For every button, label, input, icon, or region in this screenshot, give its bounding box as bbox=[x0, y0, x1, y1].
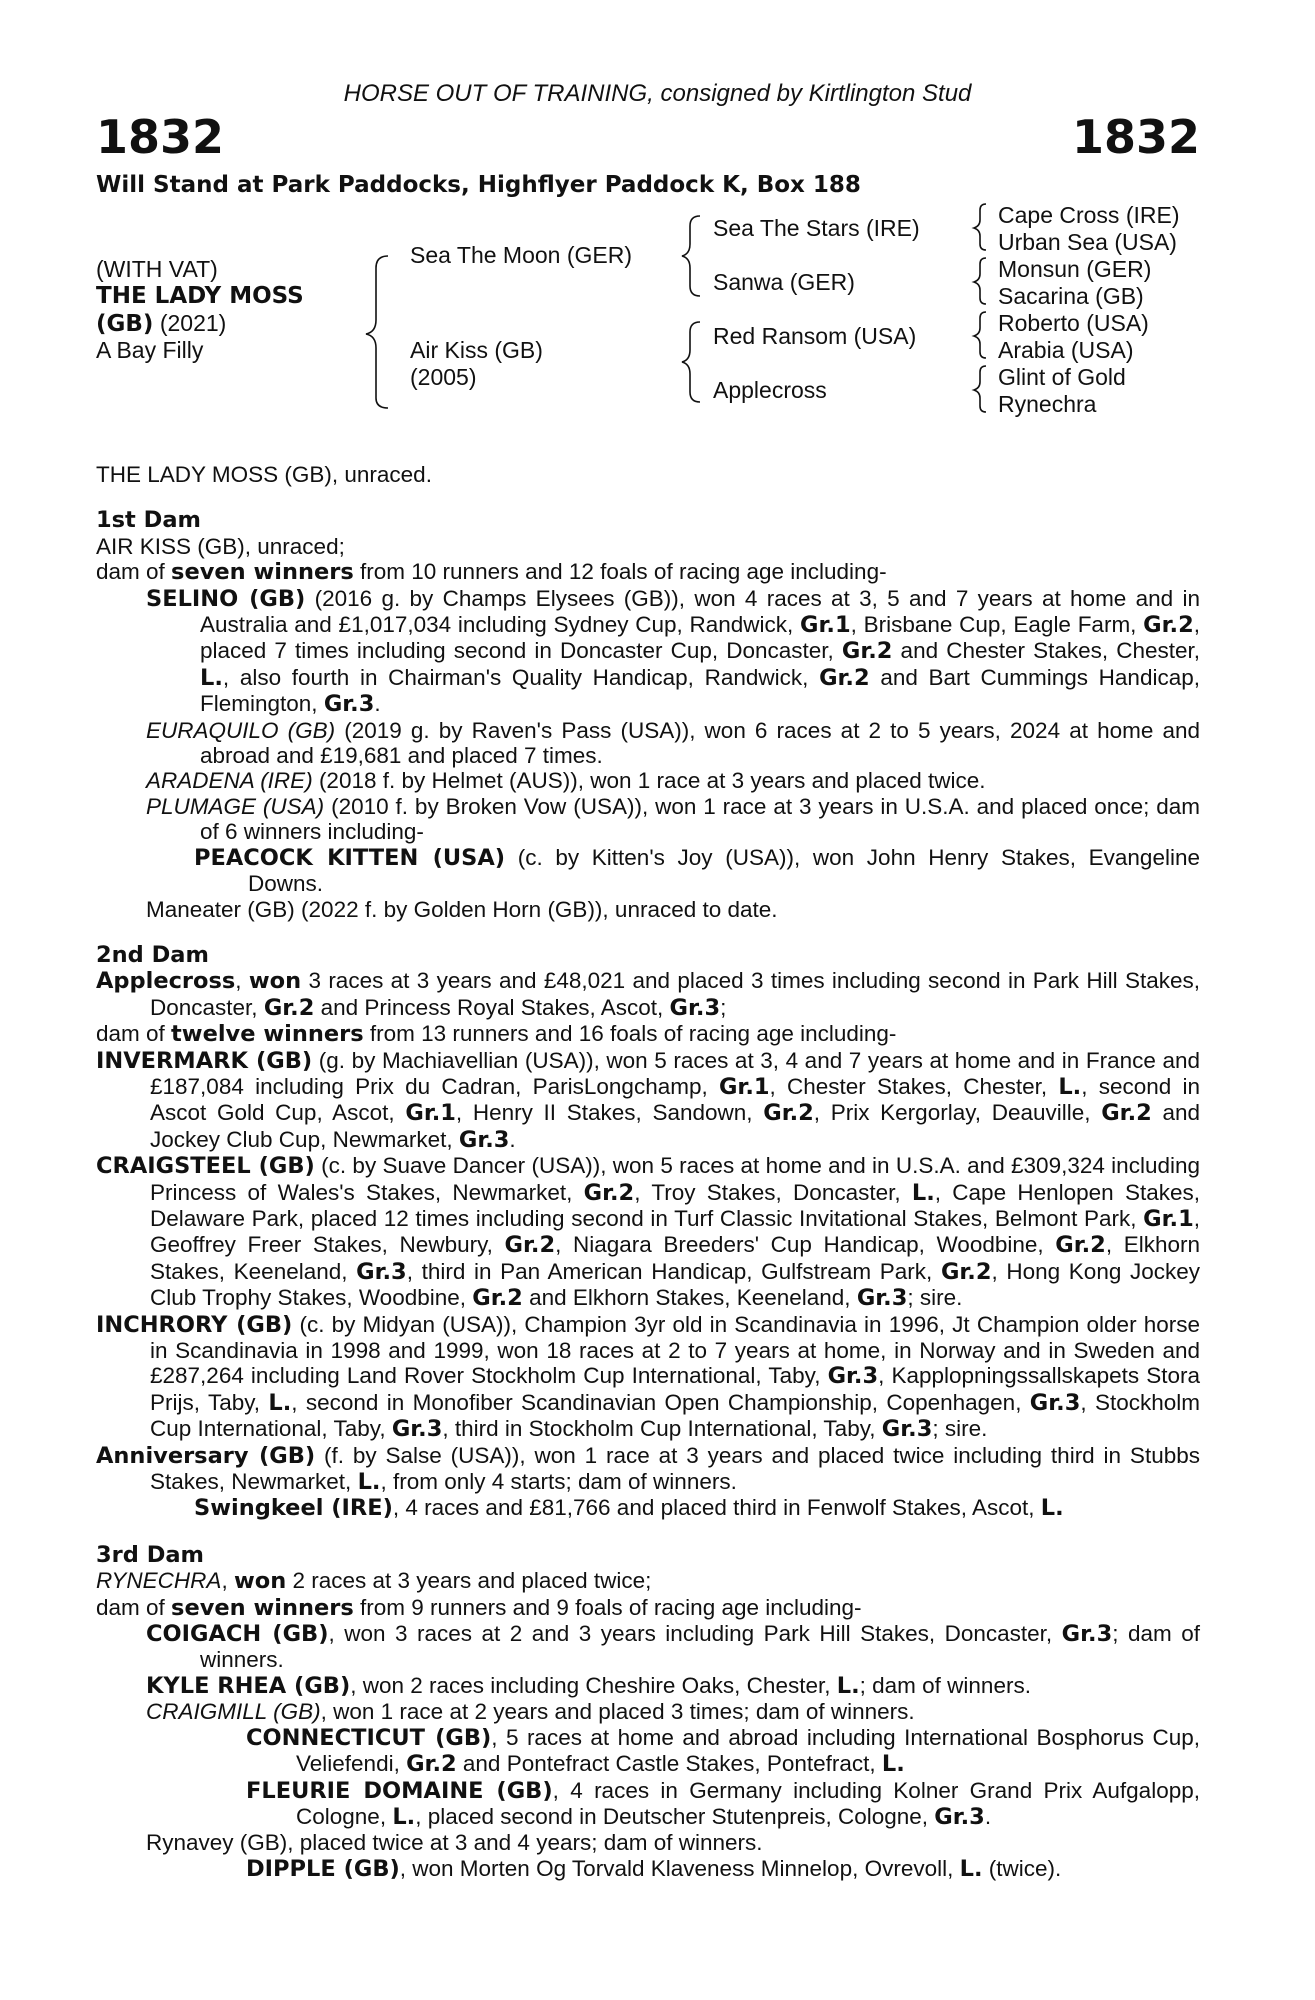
grandsire-3: Roberto (USA) bbox=[998, 310, 1149, 336]
air-kiss-line: AIR KISS (GB), unraced; bbox=[96, 533, 345, 559]
horse-origin: (GB) bbox=[96, 311, 154, 337]
dam-sire: Red Ransom (USA) bbox=[713, 323, 917, 349]
entry-kyle-rhea: KYLE RHEA (GB), won 2 races including Cheshire Oaks, Chester, L.; dam of winners. bbox=[146, 1672, 1031, 1699]
entry-craigmill: CRAIGMILL (GB), won 1 race at 2 years and placed 3 times; dam of winners. bbox=[146, 1699, 915, 1725]
granddam-2: Sacarina (GB) bbox=[998, 283, 1144, 309]
sire: Sea The Moon (GER) bbox=[410, 242, 633, 268]
entry-rynavey: Rynavey (GB), placed twice at 3 and 4 years; dam of winners. bbox=[146, 1830, 763, 1856]
rynechra-produce-line: dam of seven winners from 9 runners and 9 foals of racing age including- bbox=[96, 1594, 862, 1621]
intro-line: THE LADY MOSS (GB), unraced. bbox=[96, 462, 432, 487]
horse-year: (2021) bbox=[159, 310, 227, 336]
entry-selino: SELINO (GB) (2016 g. by Champs Elysees (GB)), won 4 races at 3, 5 and 7 years at home and in Australia and £1,017,034 including Sydney Cup, Randwick, Gr.1, Brisbane Cup, Eagle Farm, Gr.2, placed 7 times including second in Doncaster Cup, Doncaster, Gr.2 and Chester Stakes, Chester, L., also fourth in Chairman's Quality Handicap, Randwick, Gr.2 and Bart Cummings Handicap, Flemington, Gr.3. bbox=[146, 585, 1200, 718]
lot-number-left: 1832 bbox=[96, 110, 225, 164]
horse-sex: A Bay Filly bbox=[96, 337, 204, 363]
entry-plumage: PLUMAGE (USA) (2010 f. by Broken Vow (USA)), won 1 race at 3 years in U.S.A. and placed once; dam of 6 winners including- bbox=[146, 793, 1201, 845]
brace-dam-line bbox=[682, 322, 700, 402]
entry-inchrory: INCHRORY (GB) (c. by Midyan (USA)), Champion 3yr old in Scandinavia in 1996, Jt Champion older horse in Scandinavia in 1998 and 1999, won 18 races at 2 to 7 years at home, in Norway and in Sweden and £287,264 including Land Rover Stockholm Cup International, Taby, Gr.3, Kapplopningssallskapets Stora Prijs, Taby, L., second in Monofiber Scandinavian Open Championship, Copenhagen, Gr.3, Stockholm Cup International, Taby, Gr.3, third in Stockholm Cup International, Taby, Gr.3; sire. bbox=[96, 1311, 1200, 1443]
third-dam-heading: 3rd Dam bbox=[96, 1541, 204, 1568]
entry-dipple: DIPPLE (GB), won Morten Og Torvald Klaveness Minnelop, Ovrevoll, L. (twice). bbox=[246, 1855, 1062, 1882]
brace-g1 bbox=[974, 204, 986, 250]
entry-invermark: INVERMARK (GB) (g. by Machiavellian (USA)), won 5 races at 3, 4 and 7 years at home and in France and £187,084 including Prix du Cadran, ParisLongchamp, Gr.1, Chester Stakes, Chester, L., second in Ascot Gold Cup, Ascot, Gr.1, Henry II Stakes, Sandown, Gr.2, Prix Kergorlay, Deauville, Gr.2 and Jockey Club Cup, Newmarket, Gr.3. bbox=[96, 1047, 1201, 1153]
granddam-1: Urban Sea (USA) bbox=[998, 229, 1177, 255]
lot-number-right: 1832 bbox=[1071, 110, 1200, 164]
entry-maneater: Maneater (GB) (2022 f. by Golden Horn (GB)), unraced to date. bbox=[146, 896, 778, 922]
entry-rynechra: RYNECHRA, won 2 races at 3 years and placed twice; bbox=[96, 1568, 652, 1595]
entry-euraquilo: EURAQUILO (GB) (2019 g. by Raven's Pass (USA)), won 6 races at 2 to 5 years, 2024 at home and abroad and £19,681 and placed 7 times. bbox=[146, 717, 1200, 769]
entry-applecross: Applecross, won 3 races at 3 years and £48,021 and placed 3 times including second in Park Hill Stakes, Doncaster, Gr.2 and Princess Royal Stakes, Ascot, Gr.3; bbox=[96, 968, 1200, 1021]
dam-year: (2005) bbox=[410, 364, 477, 390]
vat-note: (WITH VAT) bbox=[96, 256, 218, 282]
sire-dam: Sanwa (GER) bbox=[713, 269, 855, 295]
sire-sire: Sea The Stars (IRE) bbox=[713, 215, 920, 241]
entry-anniversary: Anniversary (GB) (f. by Salse (USA)), won 1 race at 3 years and placed twice including third in Stubbs Stakes, Newmarket, L., from only 4 starts; dam of winners. bbox=[96, 1442, 1200, 1496]
brace-sire-line bbox=[682, 216, 700, 296]
entry-fleurie-domaine: FLEURIE DOMAINE (GB), 4 races in Germany including Kolner Grand Prix Aufgalopp, Cologne, L., placed second in Deutscher Stutenpreis, Cologne, Gr.3. bbox=[246, 1777, 1200, 1830]
entry-swingkeel: Swingkeel (IRE), 4 races and £81,766 and placed third in Fenwolf Stakes, Ascot, L. bbox=[194, 1495, 1064, 1522]
granddam-3: Arabia (USA) bbox=[998, 337, 1134, 363]
granddam-4: Rynechra bbox=[998, 391, 1097, 417]
entry-aradena: ARADENA (IRE) (2018 f. by Helmet (AUS)), won 1 race at 3 years and placed twice. bbox=[146, 768, 986, 794]
entry-peacock-kitten: PEACOCK KITTEN (USA) (c. by Kitten's Joy (USA)), won John Henry Stakes, Evangeline Downs. bbox=[194, 844, 1200, 897]
grandsire-4: Glint of Gold bbox=[998, 364, 1126, 390]
entry-coigach: COIGACH (GB), won 3 races at 2 and 3 years including Park Hill Stakes, Doncaster, Gr.3; dam of winners. bbox=[146, 1621, 1200, 1673]
grandsire-2: Monsun (GER) bbox=[998, 256, 1152, 282]
consignment-line: HORSE OUT OF TRAINING, consigned by Kirtlington Stud bbox=[343, 80, 972, 107]
catalogue-body bbox=[96, 462, 1200, 1882]
applecross-produce-line: dam of twelve winners from 13 runners and 16 foals of racing age including- bbox=[96, 1021, 897, 1048]
brace-g4 bbox=[974, 366, 986, 412]
first-dam-heading: 1st Dam bbox=[96, 507, 201, 534]
dam: Air Kiss (GB) bbox=[410, 337, 543, 363]
grandsire-1: Cape Cross (IRE) bbox=[998, 202, 1180, 228]
brace-g3 bbox=[974, 312, 986, 358]
dam-dam: Applecross bbox=[713, 377, 827, 403]
horse-name: THE LADY MOSS bbox=[96, 283, 304, 309]
air-kiss-produce-line: dam of seven winners from 10 runners and 12 foals of racing age including- bbox=[96, 559, 887, 586]
second-dam-heading: 2nd Dam bbox=[96, 941, 209, 968]
brace-g2 bbox=[974, 258, 986, 304]
stand-location: Will Stand at Park Paddocks, Highflyer Paddock K, Box 188 bbox=[96, 172, 861, 198]
entry-craigsteel: CRAIGSTEEL (GB) (c. by Suave Dancer (USA)), won 5 races at home and in U.S.A. and £309,324 including Princess of Wales's Stakes, Newmarket, Gr.2, Troy Stakes, Doncaster, L., Cape Henlopen Stakes, Delaware Park, placed 12 times including second in Turf Classic Invitational Stakes, Belmont Park, Gr.1, Geoffrey Freer Stakes, Newbury, Gr.2, Niagara Breeders' Cup Handicap, Woodbine, Gr.2, Elkhorn Stakes, Keeneland, Gr.3, third in Pan American Handicap, Gulfstream Park, Gr.2, Hong Kong Jockey Club Trophy Stakes, Woodbine, Gr.2 and Elkhorn Stakes, Keeneland, Gr.3; sire. bbox=[96, 1153, 1200, 1312]
brace-sire-dam bbox=[366, 256, 388, 408]
entry-connecticut: CONNECTICUT (GB), 5 races at home and abroad including International Bosphorus Cup, Veliefendi, Gr.2 and Pontefract Castle Stakes, Pontefract, L. bbox=[246, 1724, 1200, 1778]
